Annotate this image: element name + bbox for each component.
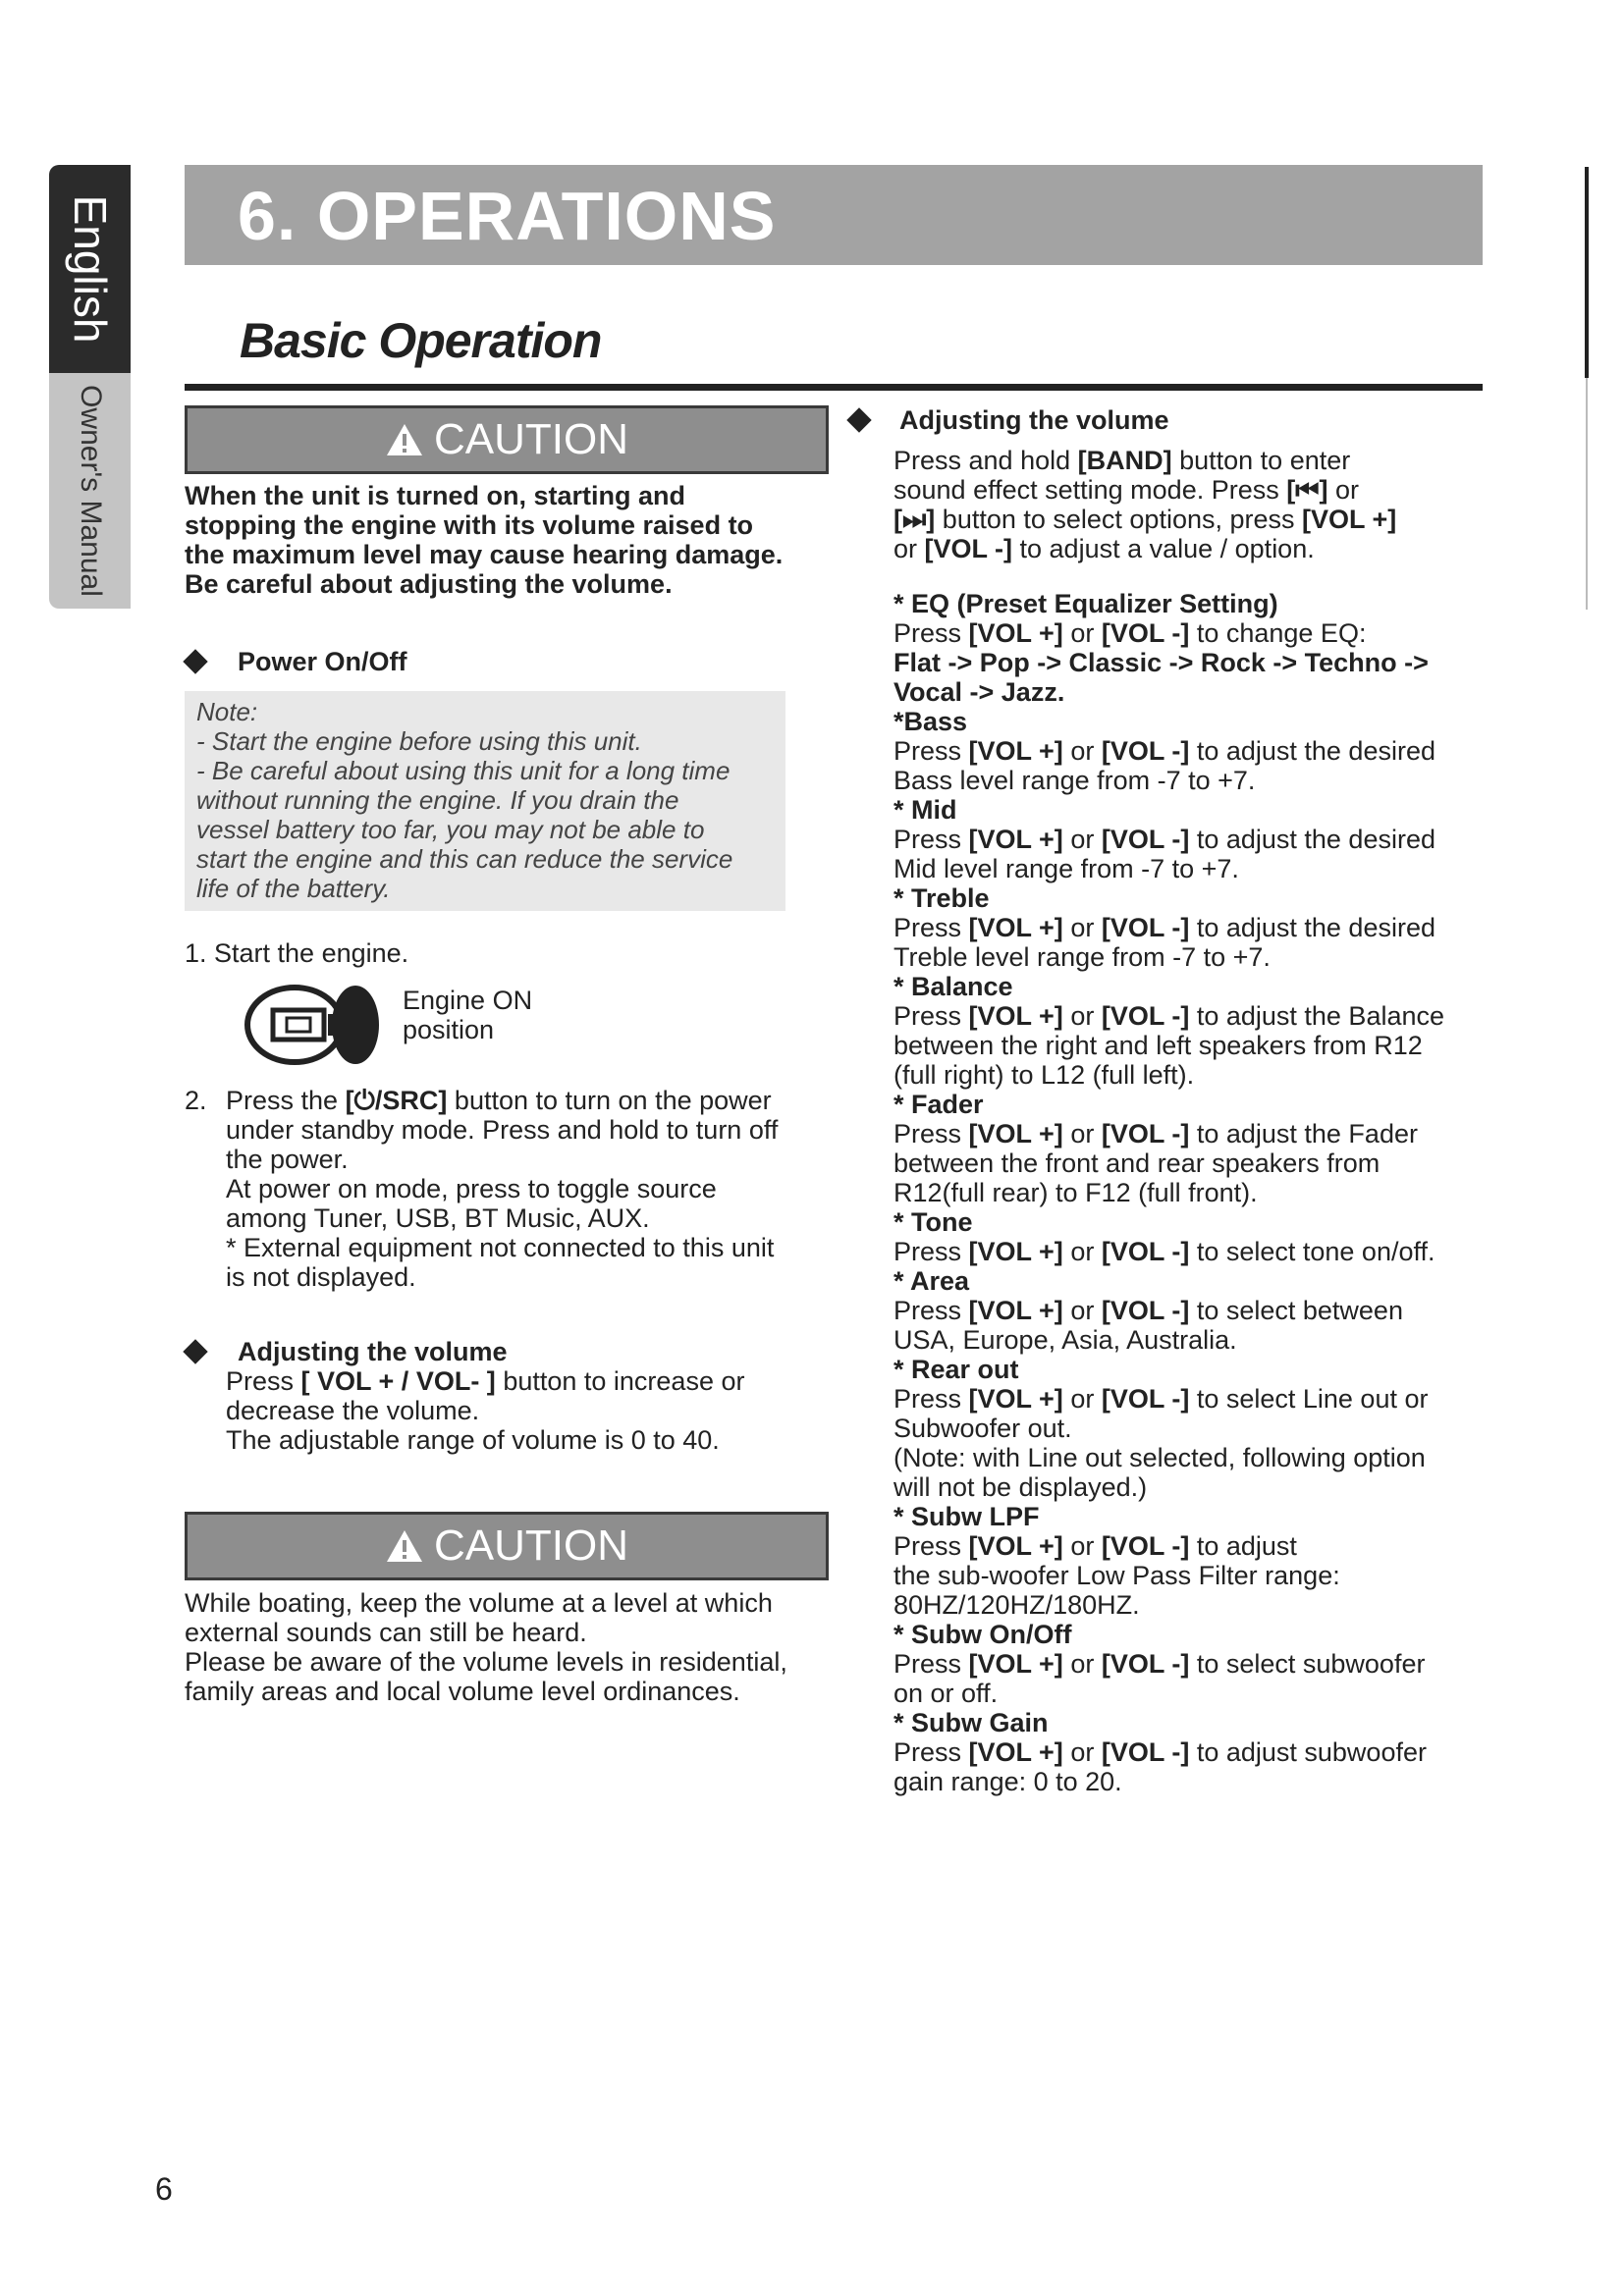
eq-presets: Vocal -> Jazz. (893, 677, 1065, 707)
setting-item (893, 707, 1444, 795)
setting-instruction: Press [VOL +] or [VOL -] to adjust the Balance (893, 1001, 1445, 1031)
eq-block: * EQ (Preset Equalizer Setting) Press [VOL +] or [VOL -] to change EQ: Flat -> Pop -> Classic -> Rock -> Techno -> Vocal -> Jazz. (893, 589, 1429, 707)
setting-instruction: Press [VOL +] or [VOL -] to adjust the desired (893, 736, 1435, 766)
margin-rule-light (1586, 378, 1588, 610)
caution-line: When the unit is turned on, starting and (185, 481, 685, 510)
power-src-button-label: [⏻/SRC] (345, 1086, 448, 1115)
note-box (185, 691, 785, 911)
setting-heading: * Rear out (893, 1355, 1019, 1384)
setting-instruction: Press [VOL +] or [VOL -] to select subwoofer (893, 1649, 1426, 1679)
step-2: Press the [⏻/SRC] button to turn on the power under standby mode. Press and hold to turn off the power. At power on mode, press to toggle source among Tuner, USB, BT Music, AUX. * External equipment not connected to this unit is not displayed. (226, 1086, 779, 1292)
eq-presets: Flat -> Pop -> Classic -> Rock -> Techno -> (893, 648, 1429, 677)
volume-left-body: Press [ VOL + / VOL- ] button to increase or decrease the volume. The adjustable range of volume is 0 to 40. (226, 1366, 745, 1455)
note-line: - Be careful about using this unit for a long time (196, 756, 731, 785)
ignition-key-icon (244, 983, 391, 1067)
setting-instruction: Press [VOL +] or [VOL -] to select Line out or (893, 1384, 1429, 1414)
chapter-header (185, 165, 1483, 265)
note-line: Note: (196, 697, 258, 726)
setting-detail: the sub-woofer Low Pass Filter range: (893, 1561, 1340, 1590)
title-divider (185, 384, 1483, 391)
margin-rule (1585, 167, 1589, 378)
setting-item (893, 972, 1444, 1090)
setting-detail: between the right and left speakers from R12 (893, 1031, 1423, 1060)
setting-item (893, 1090, 1444, 1207)
setting-instruction: Press [VOL +] or [VOL -] to adjust the desired (893, 913, 1435, 942)
setting-instruction: Press [VOL +] or [VOL -] to adjust the desired (893, 825, 1435, 854)
setting-item (893, 1708, 1444, 1796)
note-line: without running the engine. If you drain the (196, 785, 679, 815)
setting-instruction: Press [VOL +] or [VOL -] to adjust (893, 1531, 1297, 1561)
diamond-bullet-icon (846, 407, 871, 432)
diamond-bullet-icon (183, 649, 207, 673)
setting-instruction: Press [VOL +] or [VOL -] to select between (893, 1296, 1403, 1325)
caution-banner (185, 405, 829, 474)
step-2-number: 2. (185, 1086, 207, 1115)
engine-caption: Engine ON position (403, 986, 533, 1044)
side-tab (49, 165, 131, 609)
setting-detail: Subwoofer out. (893, 1414, 1072, 1443)
setting-item (893, 1620, 1444, 1708)
diamond-bullet-icon (183, 1339, 207, 1363)
vol-button-label: [ VOL + / VOL- ] (300, 1366, 496, 1396)
setting-heading: * Tone (893, 1207, 973, 1237)
setting-detail: Mid level range from -7 to +7. (893, 854, 1239, 883)
setting-detail: Treble level range from -7 to +7. (893, 942, 1271, 972)
setting-item (893, 795, 1444, 883)
note-line: vessel battery too far, you may not be able to (196, 815, 705, 844)
setting-heading: * Balance (893, 972, 1013, 1001)
manual-label: Owner's Manual (74, 385, 107, 597)
setting-heading: *Bass (893, 707, 968, 736)
setting-detail: 80HZ/120HZ/180HZ. (893, 1590, 1140, 1620)
caution-text (185, 481, 833, 599)
section-title: Basic Operation (240, 313, 602, 368)
setting-detail: (full right) to L12 (full left). (893, 1060, 1195, 1090)
caution-line: Be careful about adjusting the volume. (185, 569, 673, 599)
note-line: life of the battery. (196, 874, 391, 903)
language-label: English (64, 194, 116, 344)
setting-heading: * Mid (893, 795, 957, 825)
setting-detail: on or off. (893, 1679, 999, 1708)
setting-detail: R12(full rear) to F12 (full front). (893, 1178, 1258, 1207)
setting-heading: * Subw LPF (893, 1502, 1040, 1531)
setting-item (893, 1266, 1444, 1355)
chapter-title: 6. OPERATIONS (238, 178, 777, 254)
caution-2-text: While boating, keep the volume at a level at which external sounds can still be heard. Please be aware of the volume levels in residential, family areas and local volume level ordinances. (185, 1588, 787, 1706)
warning-icon (385, 422, 424, 457)
setting-detail: Bass level range from -7 to +7. (893, 766, 1256, 795)
warning-icon (385, 1528, 424, 1564)
manual-tab (49, 373, 131, 609)
setting-heading: * Treble (893, 883, 990, 913)
setting-instruction: Press [VOL +] or [VOL -] to adjust the Fader (893, 1119, 1418, 1148)
caution-banner (185, 1512, 829, 1580)
eq-heading: * EQ (Preset Equalizer Setting) (893, 589, 1278, 618)
setting-detail: gain range: 0 to 20. (893, 1767, 1122, 1796)
setting-instruction: Press [VOL +] or [VOL -] to adjust subwoofer (893, 1737, 1427, 1767)
note-line: - Start the engine before using this unit. (196, 726, 642, 756)
page-number: 6 (155, 2171, 173, 2207)
setting-instruction: Press [VOL +] or [VOL -] to select tone on/off. (893, 1237, 1435, 1266)
setting-heading: * Fader (893, 1090, 984, 1119)
setting-item (893, 1207, 1444, 1266)
language-tab (49, 165, 131, 373)
setting-heading: * Subw On/Off (893, 1620, 1072, 1649)
setting-item (893, 883, 1444, 972)
caution-line: the maximum level may cause hearing damage. (185, 540, 784, 569)
caution-line: stopping the engine with its volume raised to (185, 510, 754, 540)
setting-item (893, 1355, 1444, 1502)
setting-detail: (Note: with Line out selected, following option (893, 1443, 1426, 1472)
settings-list (893, 707, 1444, 1796)
setting-detail: between the front and rear speakers from (893, 1148, 1380, 1178)
caution-label: CAUTION (434, 1522, 628, 1570)
step-1: 1. Start the engine. (185, 938, 409, 968)
setting-heading: * Subw Gain (893, 1708, 1049, 1737)
setting-item (893, 1502, 1444, 1620)
setting-detail: USA, Europe, Asia, Australia. (893, 1325, 1237, 1355)
volume-right-intro: Press and hold [BAND] button to enter sound effect setting mode. Press [⏮] or [⏭] button to select options, press [VOL +] or [VOL -] to adjust a value / option. (893, 446, 1397, 563)
note-line: start the engine and this can reduce the service (196, 844, 733, 874)
caution-label: CAUTION (434, 415, 628, 463)
setting-detail: will not be displayed.) (893, 1472, 1148, 1502)
setting-heading: * Area (893, 1266, 970, 1296)
